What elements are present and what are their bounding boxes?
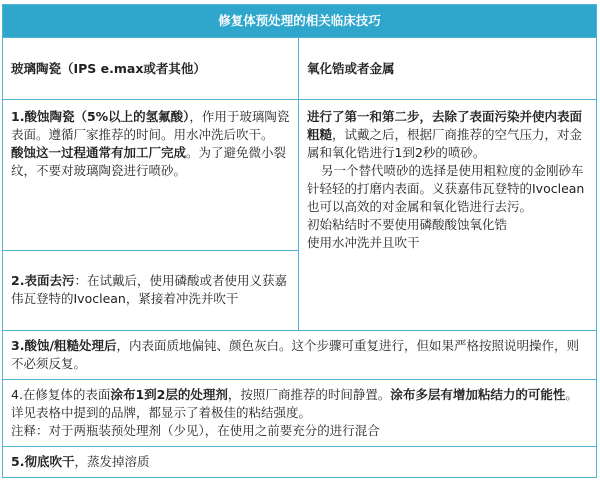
step4-bold-d: 涂布多层有增加粘结力的可能性 (390, 386, 566, 402)
step1-note-bold: 酸蚀这一过程通常有加工厂完成 (11, 145, 187, 161)
step2-cell (3, 250, 299, 330)
step4-bold-b: 涂布1到2层的处理剂 (110, 386, 228, 402)
step1-note-text: 。为了避免微小裂纹，不要对玻璃陶瓷进行喷砂。 (11, 145, 287, 179)
step3-title: 3.酸蚀/粗糙处理后 (11, 337, 117, 353)
step3-cell (3, 330, 597, 379)
zirconia-metal-cell (299, 100, 597, 330)
warning-text: 初始粘结时不要使用磷酸酸蚀氧化锆 (307, 217, 508, 233)
clinical-tips-table (2, 4, 597, 478)
zirconia-step-text: ，试戴之后，根据厂商推荐的空气压力，对金属和氧化锆进行1到2秒的喷砂。 (307, 127, 583, 161)
step5-title: 5.彻底吹干 (11, 453, 75, 469)
step2-title: 2.表面去污 (11, 273, 75, 289)
alternative-text: 另一个替代喷砂的选择是使用粗粒度的金刚砂车针轻轻的打磨内表面。义获嘉伟瓦登特的Ivoclean 也可以高效的对金属和氧化锆进行去污。 (307, 163, 585, 215)
step2-text: ：在试戴后，使用磷酸或者使用义获嘉伟瓦登特的Ivoclean，紧接着冲洗并吹干 (11, 273, 287, 307)
step4-cell (3, 379, 597, 446)
step4-text-a: 4.在修复体的表面 (11, 386, 111, 402)
header-zirconia-metal: 氧化锆或者金属 (299, 38, 597, 100)
step1-cell (3, 100, 299, 250)
step1-title: 1.酸蚀陶瓷（5%以上的氢氟酸） (11, 109, 190, 125)
rinse-text: 使用水冲洗并且吹干 (307, 235, 420, 251)
zirconia-step-bold: 进行了第一和第二步，去除了表面污染并使内表面粗糙 (307, 109, 583, 143)
step4-text-e: 。详见表格中提到的品牌，都显示了着极佳的粘结强度。 (11, 386, 578, 420)
step4-text-c: ，按照厂商推荐的时间静置。 (227, 386, 391, 402)
step4-note: 注释：对于两瓶装预处理剂（少见），在使用之前要充分的进行混合 (11, 422, 380, 438)
header-glass-ceramic: 玻璃陶瓷（IPS e.max或者其他） (3, 38, 299, 100)
step1-text: ，作用于玻璃陶瓷表面。遵循厂家推荐的时间。用水冲洗后吹干。 (11, 109, 290, 143)
table-title: 修复体预处理的相关临床技巧 (3, 5, 597, 38)
step5-cell (3, 446, 597, 477)
step5-text: ，蒸发掉溶质 (74, 453, 150, 469)
step3-text: ，内表面质地偏钝、颜色灰白。这个步骤可重复进行，但如果严格按照说明操作，则不必须反复。 (11, 337, 580, 371)
